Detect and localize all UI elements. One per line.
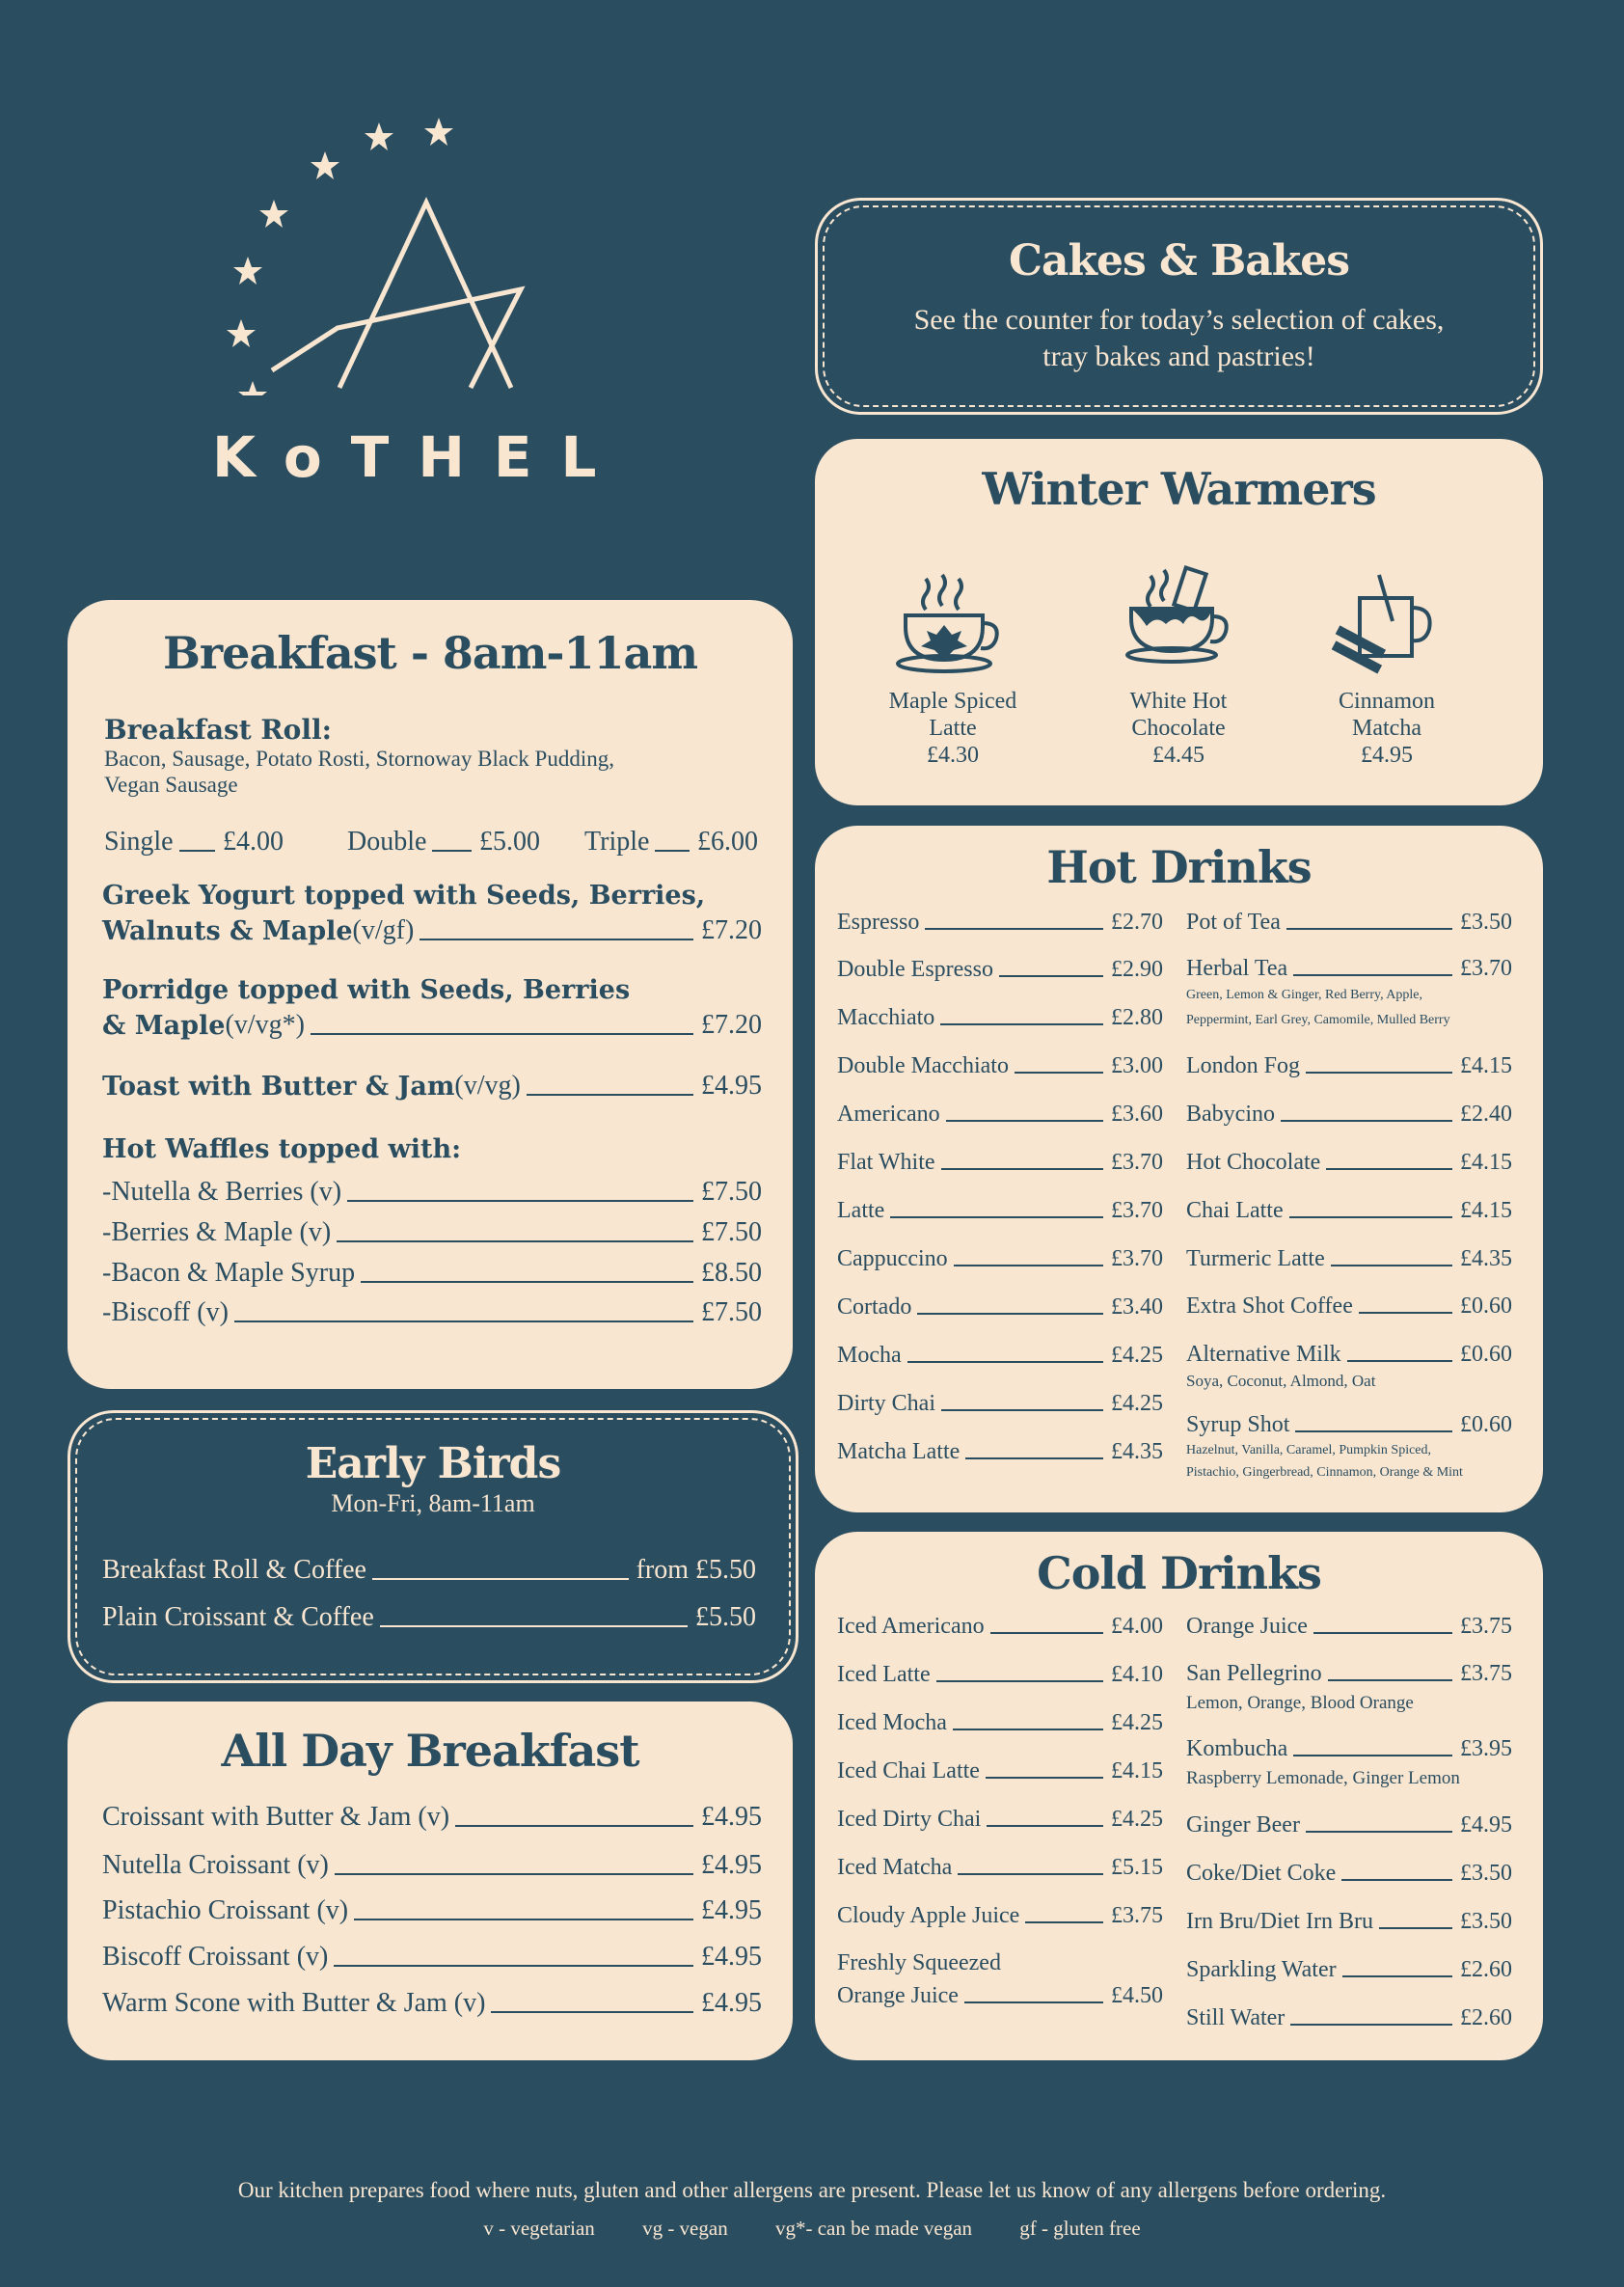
item-label: Pot of Tea	[1186, 910, 1281, 935]
winter-item	[1300, 688, 1474, 769]
item-price: £3.60	[1111, 1102, 1163, 1127]
all-day-item	[102, 1895, 762, 1926]
winter-item-line1: White Hot	[1129, 689, 1228, 714]
item-price: £4.25	[1111, 1343, 1163, 1368]
item-price: £4.15	[1460, 1053, 1512, 1078]
hot-drink-item	[837, 1343, 1163, 1369]
item-price: from £5.50	[636, 1555, 756, 1585]
menu-item	[102, 915, 762, 946]
item-label: Americano	[837, 1102, 940, 1127]
item-label: Orange Juice	[1186, 1614, 1308, 1639]
size-label: Triple	[584, 827, 650, 857]
item-label: Plain Croissant & Coffee	[102, 1602, 374, 1632]
logo	[212, 106, 626, 511]
item-price: £0.60	[1460, 1293, 1512, 1319]
item-price: £3.00	[1111, 1053, 1163, 1078]
star-icon	[311, 151, 339, 179]
item-label: Cortado	[837, 1294, 912, 1320]
item-price: £4.25	[1111, 1807, 1163, 1832]
star-icon	[259, 200, 288, 228]
early-bird-item	[102, 1555, 756, 1586]
key-vegetarian: v - vegetarian	[483, 2217, 595, 2240]
item-price: £4.95	[1460, 1812, 1512, 1838]
hot-drink-item	[837, 1439, 1163, 1465]
cold-drink-item	[1186, 1661, 1512, 1687]
hot-drink-item	[837, 957, 1163, 983]
fresh-juice-line1: Freshly Squeezed	[837, 1950, 1001, 1975]
item-price: £3.50	[1460, 1909, 1512, 1934]
hot-drink-item	[837, 1246, 1163, 1272]
hot-drink-item	[837, 1391, 1163, 1417]
cold-drink-item	[837, 1855, 1163, 1881]
item-price: £3.75	[1460, 1661, 1512, 1686]
item-price: £4.95	[701, 1850, 762, 1880]
star-icon	[233, 257, 262, 285]
item-price: £4.95	[701, 1988, 762, 2018]
item-label: Turmeric Latte	[1186, 1246, 1325, 1271]
item-label: Iced Dirty Chai	[837, 1807, 982, 1832]
brand-name: KoTHEL	[212, 424, 626, 490]
item-label: Dirty Chai	[837, 1391, 935, 1416]
syrup-note: Pistachio, Gingerbread, Cinnamon, Orange & Mint	[1186, 1465, 1463, 1480]
item-price: £4.25	[1111, 1391, 1163, 1416]
item-note: (v/vg*)	[225, 1010, 305, 1040]
key-can-be-vegan: vg*- can be made vegan	[774, 2217, 973, 2240]
item-price: £4.35	[1460, 1246, 1512, 1271]
item-label: Matcha Latte	[837, 1439, 961, 1464]
cold-drink-item	[1186, 1861, 1512, 1887]
roll-desc: Bacon, Sausage, Potato Rosti, Stornoway Black Pudding,	[104, 747, 614, 771]
hot-drinks-title: Hot Drinks	[1046, 841, 1312, 893]
item-label: Orange Juice	[837, 1983, 959, 2008]
item-label: Alternative Milk	[1186, 1342, 1341, 1367]
item-label: Macchiato	[837, 1005, 935, 1030]
star-icon	[365, 123, 393, 150]
cold-drinks-title: Cold Drinks	[1037, 1547, 1321, 1599]
item-price: £4.15	[1460, 1198, 1512, 1223]
hot-chocolate-cup-icon	[1123, 564, 1239, 670]
item-label: Syrup Shot	[1186, 1412, 1290, 1437]
item-label: Cloudy Apple Juice	[837, 1903, 1020, 1928]
syrup-note: Hazelnut, Vanilla, Caramel, Pumpkin Spiced,	[1186, 1443, 1432, 1457]
cold-drink-item	[1186, 1957, 1512, 1983]
waffle-item	[102, 1217, 762, 1248]
item-price: £7.50	[701, 1217, 762, 1247]
hot-drink-item	[1186, 956, 1512, 982]
waffles-title: Hot Waffles topped with:	[102, 1134, 462, 1164]
logo-mark-icon	[212, 106, 617, 395]
porridge-line1: Porridge topped with Seeds, Berries	[102, 975, 631, 1005]
item-price: £3.50	[1460, 910, 1512, 935]
hot-drink-item	[1186, 1293, 1512, 1320]
item-price: £2.80	[1111, 1005, 1163, 1030]
item-label: Ginger Beer	[1186, 1812, 1300, 1838]
item-label: Babycino	[1186, 1102, 1275, 1127]
hot-drink-item	[1186, 1053, 1512, 1079]
allergen-notice: Our kitchen prepares food where nuts, gluten and other allergens are present. Please let us know of any allergens before ordering.	[237, 2178, 1387, 2202]
cold-drink-item	[837, 1710, 1163, 1736]
item-label: Hot Chocolate	[1186, 1150, 1321, 1175]
hot-drink-item	[1186, 1198, 1512, 1224]
star-icon	[424, 118, 453, 146]
winter-title: Winter Warmers	[982, 463, 1376, 515]
cold-drink-item	[837, 1807, 1163, 1833]
item-price: £3.75	[1460, 1614, 1512, 1639]
item-price: £4.95	[701, 1802, 762, 1832]
item-label: Cappuccino	[837, 1246, 948, 1271]
cold-drink-item	[1186, 2005, 1512, 2031]
item-label: Nutella Croissant (v)	[102, 1850, 329, 1880]
item-price: £4.25	[1111, 1710, 1163, 1735]
herbal-note: Green, Lemon & Ginger, Red Berry, Apple,	[1186, 988, 1423, 1002]
size-price: £4.00	[223, 827, 284, 857]
waffle-item	[102, 1177, 762, 1208]
item-label: -Bacon & Maple Syrup	[102, 1258, 356, 1288]
all-day-item	[102, 1988, 762, 2019]
item-price: £2.70	[1111, 910, 1163, 935]
item-price: £3.70	[1111, 1198, 1163, 1223]
early-bird-item	[102, 1602, 756, 1633]
item-label: Biscoff Croissant (v)	[102, 1942, 329, 1972]
early-birds-title: Early Birds	[305, 1439, 561, 1488]
roll-desc: Vegan Sausage	[104, 773, 238, 797]
item-price: £8.50	[701, 1258, 762, 1288]
item-price: £3.50	[1460, 1861, 1512, 1886]
item-label: Breakfast Roll & Coffee	[102, 1555, 366, 1585]
item-label: & Maple	[102, 1011, 226, 1041]
item-label: -Nutella & Berries (v)	[102, 1177, 342, 1207]
item-price: £4.95	[701, 1071, 762, 1101]
item-label: London Fog	[1186, 1053, 1301, 1078]
item-label: Sparkling Water	[1186, 1957, 1337, 1982]
item-price: £4.50	[1111, 1983, 1163, 2008]
winter-item-line2: Latte	[929, 716, 977, 741]
winter-item-line2: Matcha	[1352, 716, 1421, 741]
hot-drink-item	[837, 1294, 1163, 1320]
dietary-key	[0, 2217, 1624, 2241]
item-price: £7.50	[701, 1297, 762, 1327]
item-label: Chai Latte	[1186, 1198, 1284, 1223]
item-label: Extra Shot Coffee	[1186, 1293, 1353, 1319]
key-gluten-free: gf - gluten free	[1019, 2217, 1141, 2240]
item-price: £7.20	[701, 915, 762, 945]
item-label: Latte	[837, 1198, 885, 1223]
item-price: £4.15	[1460, 1150, 1512, 1175]
item-label: Still Water	[1186, 2005, 1286, 2030]
item-label: Double Espresso	[837, 957, 993, 982]
item-price: £0.60	[1460, 1342, 1512, 1367]
cold-drink-item	[837, 1662, 1163, 1688]
item-label: Iced Chai Latte	[837, 1758, 980, 1783]
winter-item-line2: Chocolate	[1131, 716, 1226, 741]
all-day-item	[102, 1850, 762, 1881]
item-price: £7.50	[701, 1177, 762, 1207]
winter-item-price: £4.45	[1152, 743, 1204, 768]
item-label: Mocha	[837, 1343, 902, 1368]
size-option	[104, 827, 284, 858]
item-label: Toast with Butter & Jam	[102, 1072, 455, 1102]
item-price: £3.70	[1111, 1150, 1163, 1175]
cold-drink-item	[837, 1903, 1163, 1929]
item-label: Kombucha	[1186, 1736, 1288, 1761]
winter-item-line1: Cinnamon	[1339, 689, 1435, 714]
item-price: £0.60	[1460, 1412, 1512, 1437]
item-price: £3.70	[1111, 1246, 1163, 1271]
cold-drink-item	[837, 1758, 1163, 1784]
milk-note: Soya, Coconut, Almond, Oat	[1186, 1372, 1376, 1390]
cold-drink-item	[1186, 1812, 1512, 1838]
waffle-item	[102, 1297, 762, 1328]
item-label: Herbal Tea	[1186, 956, 1288, 981]
coffee-cup-leaf-icon	[892, 569, 1008, 675]
item-price: £2.90	[1111, 957, 1163, 982]
item-price: £4.10	[1111, 1662, 1163, 1687]
item-label: Iced Latte	[837, 1662, 931, 1687]
item-label: Warm Scone with Butter & Jam (v)	[102, 1988, 486, 2018]
item-label: Flat White	[837, 1150, 935, 1175]
all-day-item	[102, 1802, 762, 1833]
hot-drink-item	[1186, 1246, 1512, 1272]
hot-drink-item	[1186, 1342, 1512, 1368]
all-day-item	[102, 1942, 762, 1973]
item-price: £2.40	[1460, 1102, 1512, 1127]
all-day-title: All Day Breakfast	[221, 1725, 639, 1777]
size-price: £6.00	[697, 827, 758, 857]
item-label: Espresso	[837, 910, 920, 935]
cold-drink-item	[1186, 1614, 1512, 1640]
size-price: £5.00	[479, 827, 540, 857]
size-option	[584, 827, 758, 858]
hot-drink-item	[837, 1198, 1163, 1224]
menu-item	[102, 1010, 762, 1041]
star-icon	[227, 319, 256, 347]
item-price: £5.15	[1111, 1855, 1163, 1880]
winter-item-price: £4.95	[1361, 743, 1413, 768]
herbal-note: Peppermint, Earl Grey, Camomile, Mulled Berry	[1186, 1013, 1450, 1027]
cold-drink-item	[837, 1983, 1163, 2009]
item-price: £4.00	[1111, 1614, 1163, 1639]
breakfast-title: Breakfast - 8am-11am	[163, 627, 697, 679]
cakes-line2: tray bakes and pastries!	[1042, 340, 1315, 372]
hot-drink-item	[837, 1150, 1163, 1176]
hot-drink-item	[837, 910, 1163, 936]
item-price: £4.95	[701, 1942, 762, 1972]
size-option	[347, 827, 540, 858]
hot-drink-item	[837, 1053, 1163, 1079]
greek-line1: Greek Yogurt topped with Seeds, Berries,	[102, 881, 706, 911]
roll-title: Breakfast Roll:	[104, 714, 332, 746]
winter-item-price: £4.30	[927, 743, 979, 768]
item-label: Iced Mocha	[837, 1710, 947, 1735]
item-note: (v/gf)	[352, 915, 415, 945]
item-price: £2.60	[1460, 1957, 1512, 1982]
early-birds-subtitle: Mon-Fri, 8am-11am	[331, 1489, 535, 1517]
item-price: £3.70	[1460, 956, 1512, 981]
item-label: -Berries & Maple (v)	[102, 1217, 332, 1247]
item-label: Croissant with Butter & Jam (v)	[102, 1802, 450, 1832]
item-price: £3.75	[1111, 1903, 1163, 1928]
cakes-title: Cakes & Bakes	[1008, 236, 1350, 286]
item-note: (v/vg)	[454, 1071, 521, 1101]
item-price: £5.50	[695, 1602, 756, 1632]
item-price: £3.95	[1460, 1736, 1512, 1761]
waffle-item	[102, 1258, 762, 1289]
cakes-line1: See the counter for today’s selection of cakes,	[913, 304, 1445, 336]
item-label: Coke/Diet Coke	[1186, 1861, 1337, 1886]
hot-drink-item	[1186, 1102, 1512, 1128]
item-label: Iced Matcha	[837, 1855, 953, 1880]
item-label: Iced Americano	[837, 1614, 985, 1639]
winter-item	[866, 688, 1040, 769]
item-label: San Pellegrino	[1186, 1661, 1322, 1686]
item-label: Irn Bru/Diet Irn Bru	[1186, 1909, 1373, 1934]
kombucha-note: Raspberry Lemonade, Ginger Lemon	[1186, 1768, 1460, 1788]
item-price: £4.15	[1111, 1758, 1163, 1783]
item-price: £3.40	[1111, 1294, 1163, 1320]
winter-item	[1092, 688, 1265, 769]
item-price: £4.95	[701, 1895, 762, 1925]
menu-item	[102, 1071, 762, 1102]
item-label: Double Macchiato	[837, 1053, 1009, 1078]
hot-drink-item	[1186, 1412, 1512, 1438]
pellegrino-note: Lemon, Orange, Blood Orange	[1186, 1693, 1414, 1713]
cold-drink-item	[1186, 1909, 1512, 1935]
item-label: Walnuts & Maple	[102, 916, 353, 946]
item-label: -Biscoff (v)	[102, 1297, 229, 1327]
item-price: £2.60	[1460, 2005, 1512, 2030]
winter-item-line1: Maple Spiced	[888, 689, 1017, 714]
cold-drink-item	[1186, 1736, 1512, 1762]
item-label: Pistachio Croissant (v)	[102, 1895, 349, 1925]
item-price: £4.35	[1111, 1439, 1163, 1464]
star-icon	[238, 381, 267, 395]
hot-drink-item	[1186, 910, 1512, 936]
mug-cinnamon-icon	[1331, 569, 1447, 675]
hot-drink-item	[837, 1102, 1163, 1128]
key-vegan: vg - vegan	[642, 2217, 728, 2240]
item-price: £7.20	[701, 1010, 762, 1040]
size-label: Double	[347, 827, 427, 857]
size-label: Single	[104, 827, 174, 857]
cold-drink-item	[837, 1614, 1163, 1640]
hot-drink-item	[837, 1005, 1163, 1031]
hot-drink-item	[1186, 1150, 1512, 1176]
